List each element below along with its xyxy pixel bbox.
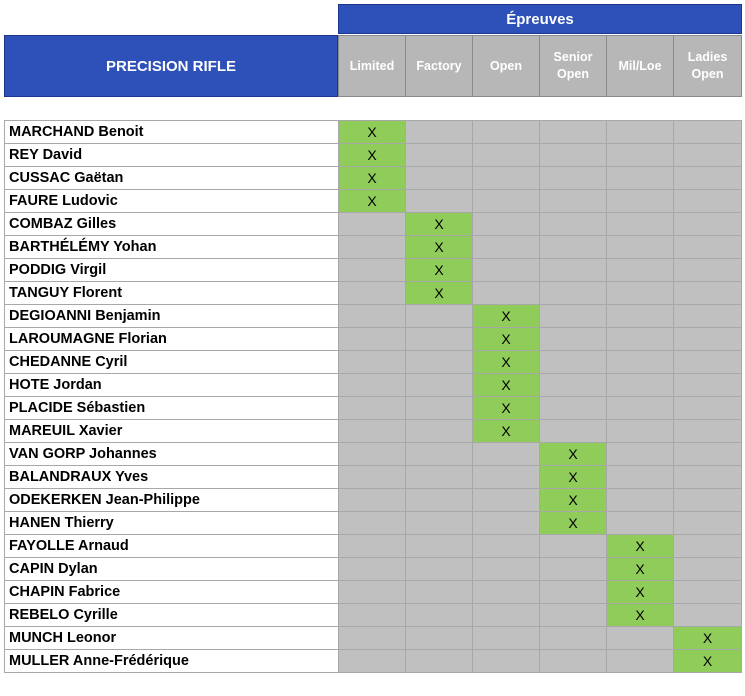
competitor-name: TANGUY Florent [5, 282, 339, 305]
empty-cell [339, 443, 406, 466]
empty-cell [473, 581, 540, 604]
selected-mark: X [473, 374, 540, 397]
empty-cell [406, 443, 473, 466]
table-row [5, 328, 742, 351]
selected-mark: X [473, 328, 540, 351]
competitor-name: ODEKERKEN Jean-Philippe [5, 489, 339, 512]
empty-cell [674, 558, 742, 581]
empty-cell [540, 351, 607, 374]
empty-cell [406, 190, 473, 213]
empty-cell [473, 121, 540, 144]
column-header-senior-open: Senior Open [539, 35, 607, 97]
table-row [5, 535, 742, 558]
empty-cell [473, 167, 540, 190]
selected-mark: X [406, 236, 473, 259]
empty-cell [473, 604, 540, 627]
empty-cell [339, 420, 406, 443]
competitor-name: BARTHÉLÉMY Yohan [5, 236, 339, 259]
empty-cell [406, 558, 473, 581]
competitor-name: PLACIDE Sébastien [5, 397, 339, 420]
table-row [5, 512, 742, 535]
empty-cell [607, 190, 674, 213]
empty-cell [339, 466, 406, 489]
epreuves-header: Épreuves [338, 4, 742, 34]
empty-cell [473, 190, 540, 213]
selected-mark: X [406, 213, 473, 236]
empty-cell [674, 443, 742, 466]
competitor-name: HOTE Jordan [5, 374, 339, 397]
table-row [5, 581, 742, 604]
empty-cell [607, 512, 674, 535]
empty-cell [540, 121, 607, 144]
table-row [5, 121, 742, 144]
empty-cell [339, 535, 406, 558]
empty-cell [674, 466, 742, 489]
table-row [5, 167, 742, 190]
empty-cell [540, 190, 607, 213]
table-row [5, 604, 742, 627]
empty-cell [339, 581, 406, 604]
empty-cell [540, 144, 607, 167]
empty-cell [473, 144, 540, 167]
empty-cell [607, 397, 674, 420]
selected-mark: X [607, 604, 674, 627]
empty-cell [607, 282, 674, 305]
empty-cell [339, 328, 406, 351]
table-title: PRECISION RIFLE [4, 35, 338, 97]
empty-cell [674, 259, 742, 282]
competitor-name: BALANDRAUX Yves [5, 466, 339, 489]
empty-cell [674, 282, 742, 305]
selected-mark: X [674, 650, 742, 673]
selected-mark: X [540, 443, 607, 466]
selected-mark: X [607, 535, 674, 558]
empty-cell [473, 466, 540, 489]
empty-cell [540, 397, 607, 420]
empty-cell [406, 167, 473, 190]
empty-cell [540, 420, 607, 443]
table-row [5, 259, 742, 282]
empty-cell [406, 466, 473, 489]
empty-cell [607, 144, 674, 167]
empty-cell [607, 328, 674, 351]
empty-cell [540, 581, 607, 604]
selected-mark: X [540, 466, 607, 489]
empty-cell [607, 305, 674, 328]
empty-cell [674, 351, 742, 374]
empty-cell [406, 305, 473, 328]
empty-cell [406, 604, 473, 627]
table-row [5, 489, 742, 512]
competitor-name: MULLER Anne-Frédérique [5, 650, 339, 673]
empty-cell [674, 489, 742, 512]
table-row [5, 190, 742, 213]
table-row [5, 420, 742, 443]
empty-cell [473, 259, 540, 282]
competitor-name: COMBAZ Gilles [5, 213, 339, 236]
empty-cell [674, 581, 742, 604]
empty-cell [540, 627, 607, 650]
empty-cell [473, 512, 540, 535]
selected-mark: X [540, 489, 607, 512]
empty-cell [339, 650, 406, 673]
empty-cell [674, 305, 742, 328]
empty-cell [406, 351, 473, 374]
table-row [5, 558, 742, 581]
empty-cell [607, 259, 674, 282]
empty-cell [473, 535, 540, 558]
empty-cell [674, 420, 742, 443]
empty-cell [406, 489, 473, 512]
column-header-mil-loe: Mil/Loe [606, 35, 674, 97]
empty-cell [339, 489, 406, 512]
empty-cell [540, 328, 607, 351]
empty-cell [607, 627, 674, 650]
empty-cell [674, 397, 742, 420]
empty-cell [473, 236, 540, 259]
empty-cell [406, 420, 473, 443]
empty-cell [540, 259, 607, 282]
empty-cell [607, 420, 674, 443]
empty-cell [607, 351, 674, 374]
selected-mark: X [473, 305, 540, 328]
empty-cell [406, 581, 473, 604]
table-row [5, 213, 742, 236]
empty-cell [540, 374, 607, 397]
empty-cell [607, 489, 674, 512]
empty-cell [473, 650, 540, 673]
empty-cell [607, 121, 674, 144]
empty-cell [607, 374, 674, 397]
empty-cell [540, 236, 607, 259]
selected-mark: X [339, 167, 406, 190]
table-row [5, 236, 742, 259]
empty-cell [406, 374, 473, 397]
empty-cell [473, 443, 540, 466]
empty-cell [339, 512, 406, 535]
table-row [5, 374, 742, 397]
selected-mark: X [473, 351, 540, 374]
empty-cell [473, 213, 540, 236]
empty-cell [540, 650, 607, 673]
empty-cell [406, 328, 473, 351]
competitor-name: REBELO Cyrille [5, 604, 339, 627]
empty-cell [674, 374, 742, 397]
empty-cell [674, 121, 742, 144]
table-row [5, 351, 742, 374]
competitor-name: LAROUMAGNE Florian [5, 328, 339, 351]
competitor-table [4, 120, 742, 673]
column-header-limited: Limited [338, 35, 406, 97]
selected-mark: X [473, 397, 540, 420]
empty-cell [339, 259, 406, 282]
selected-mark: X [339, 121, 406, 144]
competitor-name: CUSSAC Gaëtan [5, 167, 339, 190]
empty-cell [674, 512, 742, 535]
empty-cell [540, 558, 607, 581]
selected-mark: X [339, 190, 406, 213]
empty-cell [674, 328, 742, 351]
selected-mark: X [674, 627, 742, 650]
empty-cell [339, 604, 406, 627]
empty-cell [674, 535, 742, 558]
empty-cell [674, 236, 742, 259]
empty-cell [339, 397, 406, 420]
empty-cell [406, 512, 473, 535]
selected-mark: X [406, 282, 473, 305]
table-row [5, 650, 742, 673]
competitor-name: DEGIOANNI Benjamin [5, 305, 339, 328]
column-header-open: Open [472, 35, 540, 97]
empty-cell [339, 305, 406, 328]
empty-cell [607, 213, 674, 236]
empty-cell [473, 627, 540, 650]
empty-cell [406, 650, 473, 673]
empty-cell [607, 236, 674, 259]
empty-cell [473, 558, 540, 581]
empty-cell [607, 466, 674, 489]
table-row [5, 443, 742, 466]
empty-cell [540, 305, 607, 328]
table-row [5, 627, 742, 650]
competitor-name: PODDIG Virgil [5, 259, 339, 282]
empty-cell [406, 535, 473, 558]
table-row [5, 305, 742, 328]
empty-cell [540, 167, 607, 190]
empty-cell [339, 558, 406, 581]
competitor-name: MAREUIL Xavier [5, 420, 339, 443]
empty-cell [674, 167, 742, 190]
empty-cell [674, 144, 742, 167]
column-header-ladies-open: Ladies Open [673, 35, 742, 97]
competitor-name: HANEN Thierry [5, 512, 339, 535]
empty-cell [406, 397, 473, 420]
competitor-name: REY David [5, 144, 339, 167]
competitor-name: FAYOLLE Arnaud [5, 535, 339, 558]
empty-cell [339, 374, 406, 397]
selected-mark: X [473, 420, 540, 443]
empty-cell [339, 213, 406, 236]
empty-cell [406, 121, 473, 144]
empty-cell [674, 190, 742, 213]
empty-cell [674, 604, 742, 627]
empty-cell [607, 443, 674, 466]
competitor-name: CHAPIN Fabrice [5, 581, 339, 604]
competitor-name: VAN GORP Johannes [5, 443, 339, 466]
empty-cell [473, 282, 540, 305]
selected-mark: X [339, 144, 406, 167]
selected-mark: X [607, 581, 674, 604]
empty-cell [339, 236, 406, 259]
empty-cell [674, 213, 742, 236]
table-row [5, 144, 742, 167]
selected-mark: X [406, 259, 473, 282]
table-row [5, 282, 742, 305]
column-header-factory: Factory [405, 35, 473, 97]
competitor-name: MARCHAND Benoit [5, 121, 339, 144]
empty-cell [406, 144, 473, 167]
table-row [5, 397, 742, 420]
selected-mark: X [540, 512, 607, 535]
empty-cell [339, 351, 406, 374]
empty-cell [473, 489, 540, 512]
competitor-name: CAPIN Dylan [5, 558, 339, 581]
empty-cell [540, 535, 607, 558]
empty-cell [607, 650, 674, 673]
competitor-name: FAURE Ludovic [5, 190, 339, 213]
empty-cell [339, 627, 406, 650]
table-row [5, 466, 742, 489]
selected-mark: X [607, 558, 674, 581]
empty-cell [540, 282, 607, 305]
empty-cell [540, 604, 607, 627]
empty-cell [540, 213, 607, 236]
competitor-name: MUNCH Leonor [5, 627, 339, 650]
competitor-name: CHEDANNE Cyril [5, 351, 339, 374]
empty-cell [406, 627, 473, 650]
empty-cell [339, 282, 406, 305]
empty-cell [607, 167, 674, 190]
